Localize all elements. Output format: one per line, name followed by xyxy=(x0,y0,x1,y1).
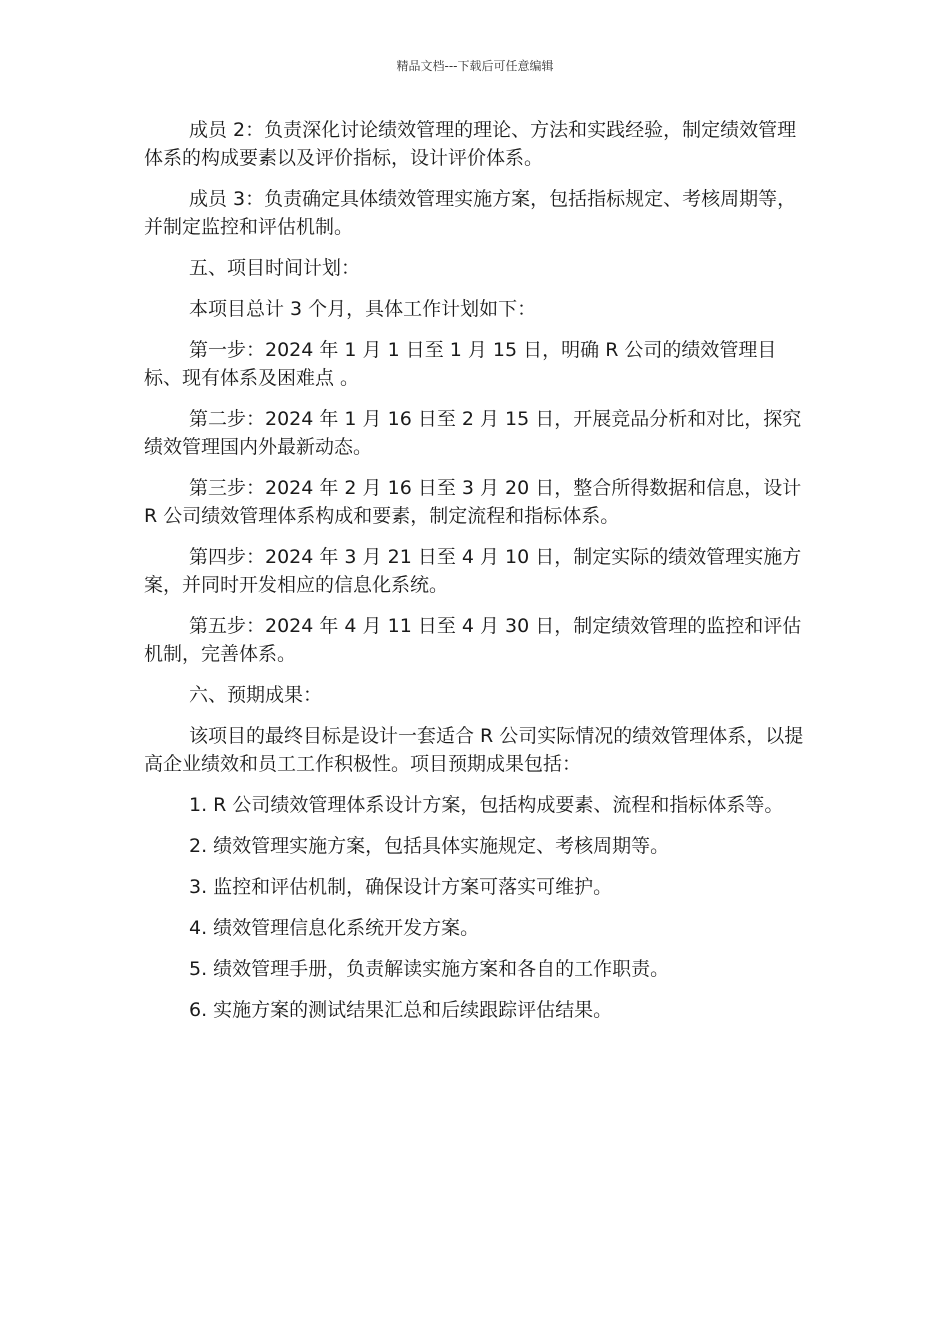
paragraph-step-4: 第四步：2024 年 3 月 21 日至 4 月 10 日，制定实际的绩效管理实施方案，并同时开发相应的信息化系统。 xyxy=(144,546,802,596)
paragraph-step-3: 第三步：2024 年 2 月 16 日至 3 月 20 日，整合所得数据和信息，设计 R 公司绩效管理体系构成和要素，制定流程和指标体系。 xyxy=(144,477,802,527)
section-heading-outcomes: 六、预期成果： xyxy=(189,684,323,706)
paragraph-step-5: 第五步：2024 年 4 月 11 日至 4 月 30 日，制定绩效管理的监控和评估机制，完善体系。 xyxy=(144,615,802,665)
list-item-outcome-4: 4. 绩效管理信息化系统开发方案。 xyxy=(189,917,480,939)
paragraph-member-2: 成员 2：负责深化讨论绩效管理的理论、方法和实践经验，制定绩效管理体系的构成要素以及评价指标，设计评价体系。 xyxy=(144,119,797,169)
paragraph-step-1: 第一步：2024 年 1 月 1 日至 1 月 15 日，明确 R 公司的绩效管理目标、现有体系及困难点 。 xyxy=(144,339,777,389)
paragraph-outcomes-intro: 该项目的最终目标是设计一套适合 R 公司实际情况的绩效管理体系，以提高企业绩效和员工工作积极性。项目预期成果包括： xyxy=(144,725,804,775)
list-item-outcome-2: 2. 绩效管理实施方案，包括具体实施规定、考核周期等。 xyxy=(189,835,670,857)
paragraph-schedule-intro: 本项目总计 3 个月，具体工作计划如下： xyxy=(189,298,537,320)
list-item-outcome-3: 3. 监控和评估机制，确保设计方案可落实可维护。 xyxy=(189,876,613,898)
section-heading-schedule: 五、项目时间计划： xyxy=(189,257,361,279)
document-body xyxy=(144,116,810,1037)
paragraph-step-2: 第二步：2024 年 1 月 16 日至 2 月 15 日，开展竞品分析和对比，探究绩效管理国内外最新动态。 xyxy=(144,408,802,458)
paragraph-member-3: 成员 3：负责确定具体绩效管理实施方案，包括指标规定、考核周期等，并制定监控和评估机制。 xyxy=(144,188,797,238)
list-item-outcome-1: 1. R 公司绩效管理体系设计方案，包括构成要素、流程和指标体系等。 xyxy=(189,794,784,816)
list-item-outcome-6: 6. 实施方案的测试结果汇总和后续跟踪评估结果。 xyxy=(189,999,613,1021)
page-header: 精品文档---下载后可任意编辑 xyxy=(396,59,554,73)
list-item-outcome-5: 5. 绩效管理手册，负责解读实施方案和各自的工作职责。 xyxy=(189,958,670,980)
